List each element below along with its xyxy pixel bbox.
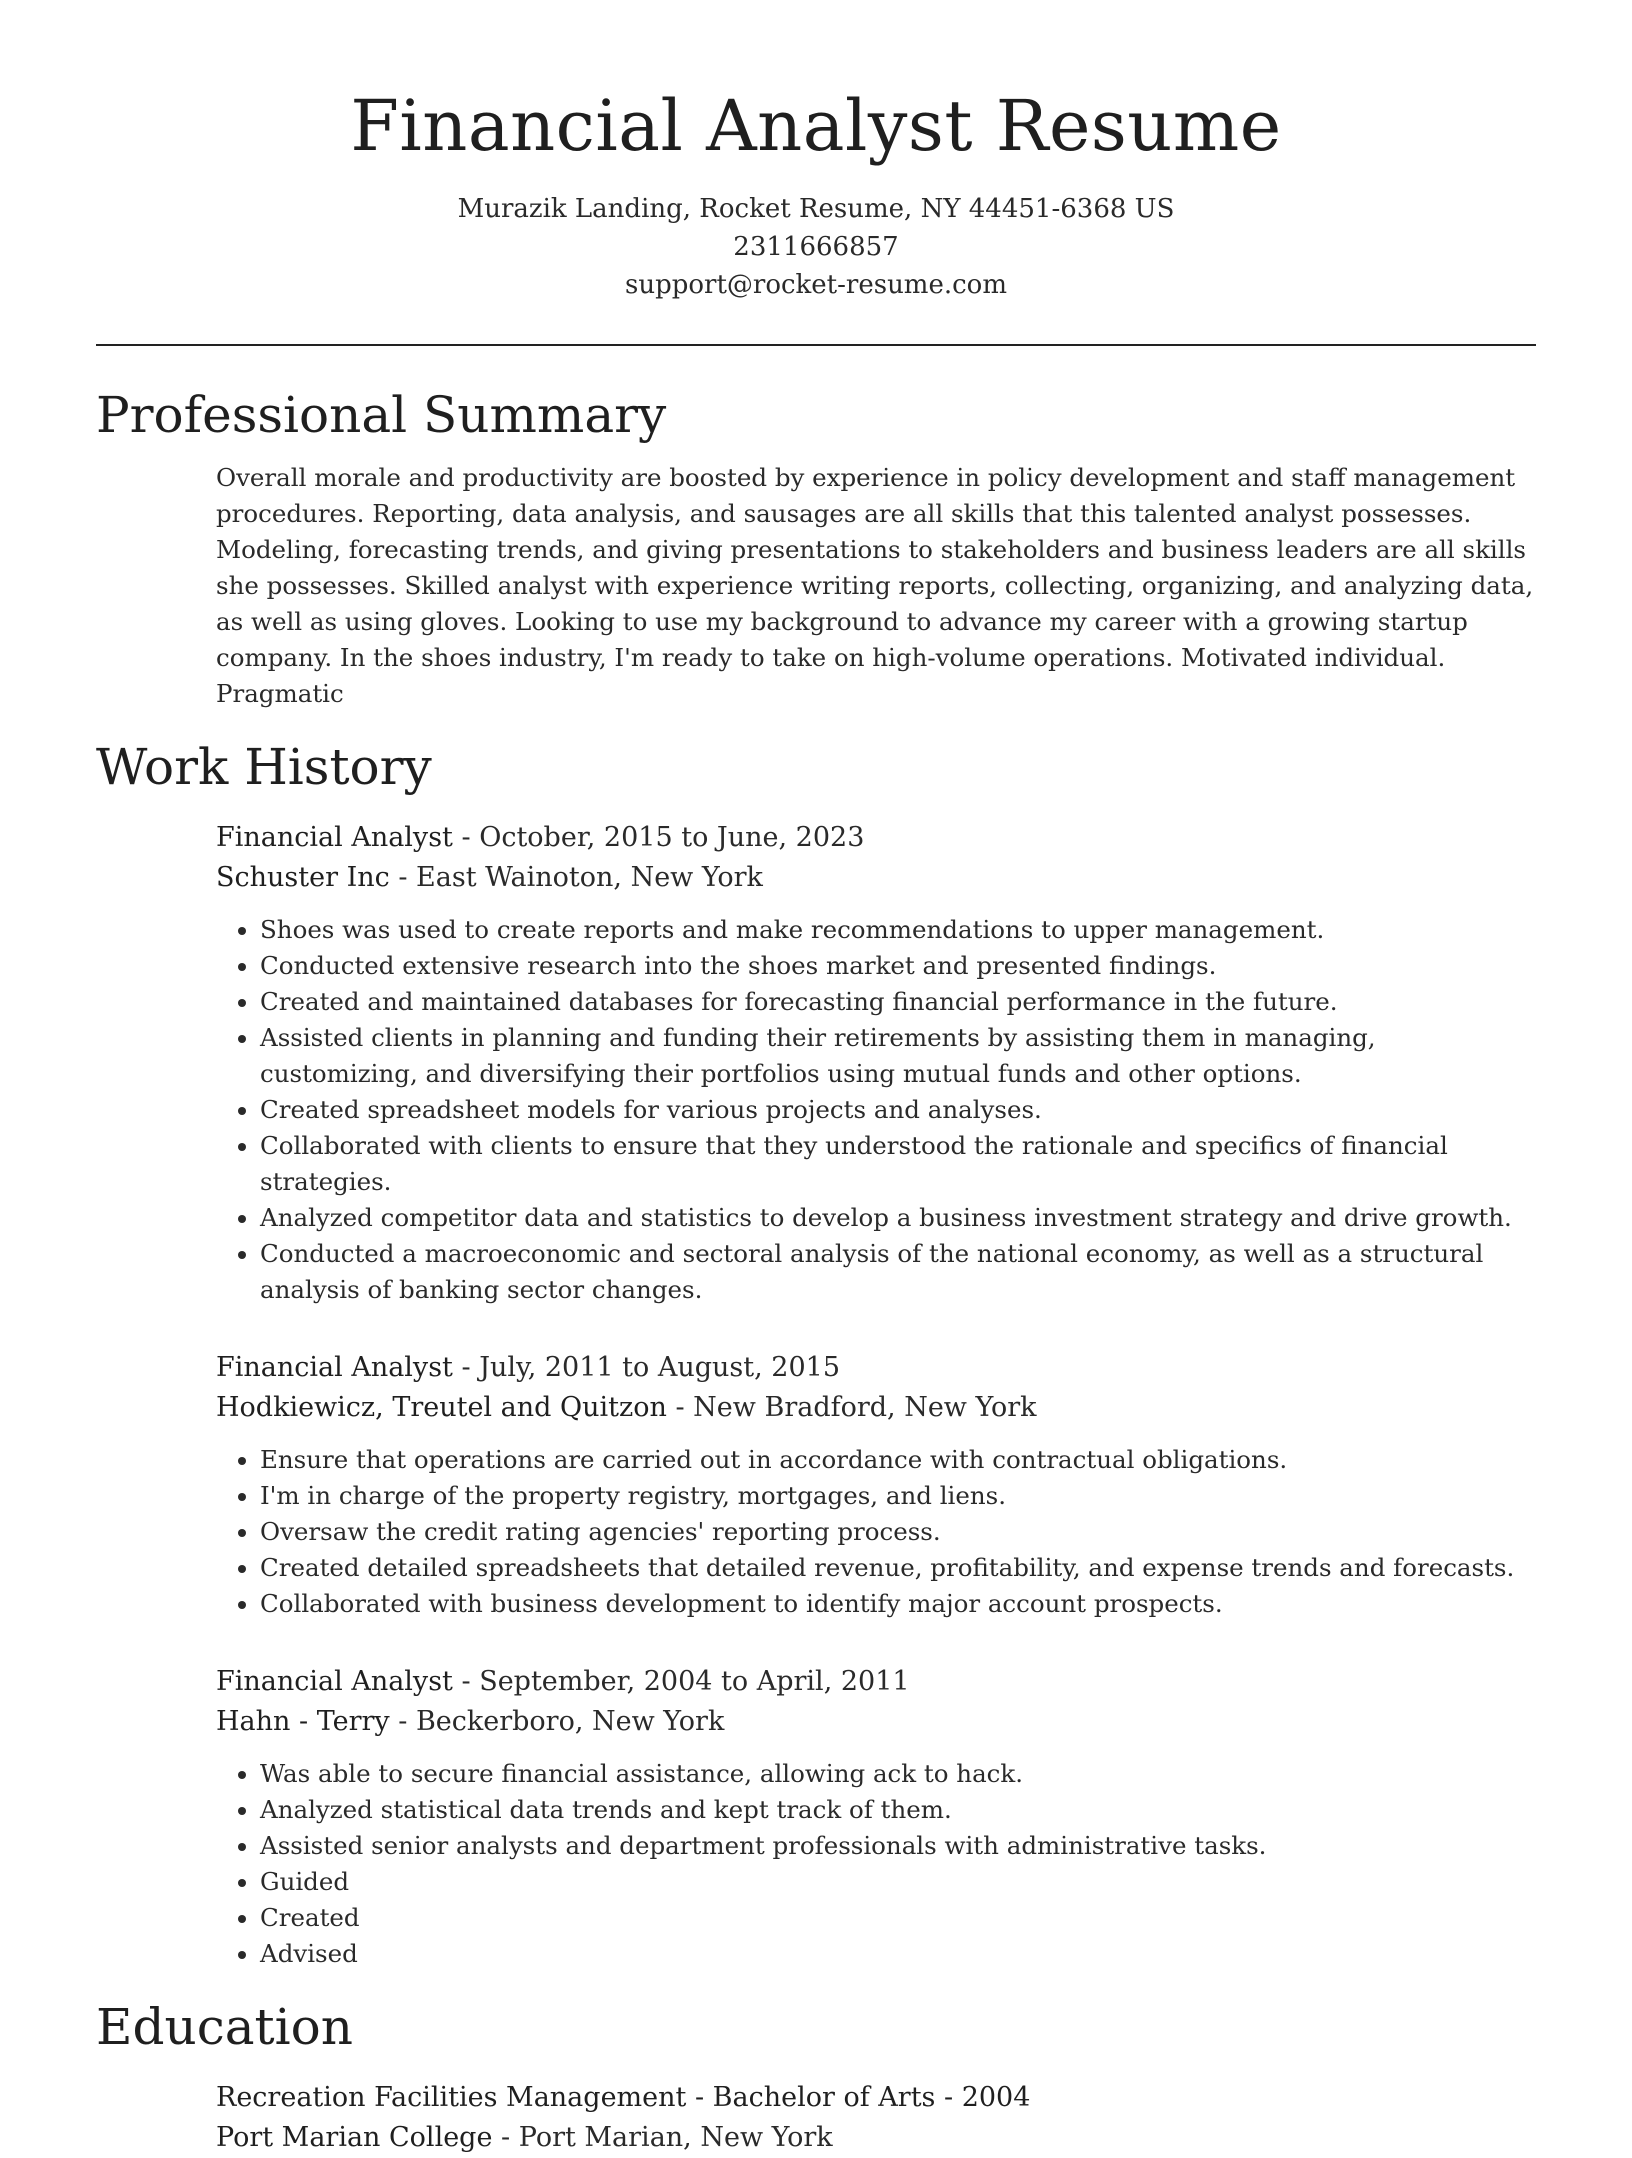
- job-company-line: [216, 858, 1536, 898]
- job-entry: [216, 1348, 1536, 1622]
- job-location: - East Wainoton, New York: [389, 862, 763, 893]
- job-dates: - October, 2015 to June, 2023: [452, 822, 865, 853]
- degree-line: Recreation Facilities Management - Bachelor of Arts - 2004: [216, 2082, 1031, 2113]
- job-company-line: [216, 1702, 1536, 1742]
- bullet-item: • Created and maintained databases for forecasting financial performance in the future.: [260, 984, 1536, 1020]
- work-history-title: Work History: [96, 738, 432, 796]
- bullet-item: • Shoes was used to create reports and make recommendations to upper management.: [260, 912, 1536, 948]
- bullet-item: • Assisted senior analysts and department professionals with administrative tasks.: [260, 1828, 1536, 1864]
- job-title-line: [216, 818, 1536, 858]
- bullet-item: • Analyzed statistical data trends and kept track of them.: [260, 1792, 1536, 1828]
- job-entry: [216, 1662, 1536, 1972]
- bullet-item: • Conducted extensive research into the shoes market and presented findings.: [260, 948, 1536, 984]
- job-dates: - September, 2004 to April, 2011: [452, 1666, 910, 1697]
- job-role: Financial Analyst: [216, 1352, 453, 1383]
- school-name: Port Marian College: [216, 2122, 493, 2153]
- contact-info: [96, 190, 1536, 304]
- bullet-item: • Ensure that operations are carried out in accordance with contractual obligations.: [260, 1442, 1536, 1478]
- phone: 2311666857: [733, 232, 899, 262]
- summary-text: Overall morale and productivity are boosted by experience in policy development and staff management procedures. Reporting, data analysis, and sausages are all skills that this talented analyst possesses. Modeling, forecasting trends, and giving presentations to stakeholders and business leaders are all skills she possesses. Skilled analyst with experience writing reports, collecting, organizing, and analyzing data, as well as using gloves. Looking to use my background to advance my career with a growing startup company. In the shoes industry, I'm ready to take on high-volume operations. Motivated individual. Pragmatic: [216, 463, 1534, 708]
- bullet-item: • Created detailed spreadsheets that detailed revenue, profitability, and expense trends and forecasts.: [260, 1550, 1536, 1586]
- bullet-item: • Analyzed competitor data and statistics to develop a business investment strategy and drive growth.: [260, 1200, 1536, 1236]
- bullet-item: • Conducted a macroeconomic and sectoral analysis of the national economy, as well as a structural analysis of banking sector changes.: [260, 1236, 1536, 1308]
- bullet-item: • Guided: [260, 1864, 1536, 1900]
- job-entry: [216, 818, 1536, 1308]
- job-company: Schuster Inc: [216, 862, 390, 893]
- bullet-item: • Assisted clients in planning and funding their retirements by assisting them in managing, customizing, and diversifying their portfolios using mutual funds and other options.: [260, 1020, 1536, 1092]
- bullet-item: • Collaborated with business development to identify major account prospects.: [260, 1586, 1536, 1622]
- bullet-item: • Was able to secure financial assistance, allowing ack to hack.: [260, 1756, 1536, 1792]
- education-entry: [216, 2078, 1536, 2158]
- email: support@rocket-resume.com: [624, 270, 1007, 300]
- job-company: Hahn - Terry: [216, 1706, 390, 1737]
- summary-section: [96, 384, 1536, 712]
- job-company: Hodkiewicz, Treutel and Quitzon: [216, 1392, 667, 1423]
- job-role: Financial Analyst: [216, 822, 453, 853]
- education-section: [96, 1996, 1536, 2158]
- job-bullets: [216, 912, 1536, 1308]
- job-location: - New Bradford, New York: [666, 1392, 1037, 1423]
- bullet-item: • Advised: [260, 1936, 1536, 1972]
- job-title-line: [216, 1348, 1536, 1388]
- job-title-line: [216, 1662, 1536, 1702]
- address: Murazik Landing, Rocket Resume, NY 44451-6368 US: [457, 194, 1175, 224]
- bullet-item: • Collaborated with clients to ensure that they understood the rationale and specifics of financial strategies.: [260, 1128, 1536, 1200]
- job-company-line: [216, 1388, 1536, 1428]
- school-location: - Port Marian, New York: [492, 2122, 833, 2153]
- header-divider: [96, 344, 1536, 346]
- education-title: Education: [96, 1998, 353, 2056]
- school-line: [216, 2118, 1536, 2158]
- bullet-item: • Created spreadsheet models for various projects and analyses.: [260, 1092, 1536, 1128]
- bullet-item: • Created: [260, 1900, 1536, 1936]
- summary-title: Professional Summary: [96, 386, 667, 444]
- bullet-item: • I'm in charge of the property registry, mortgages, and liens.: [260, 1478, 1536, 1514]
- job-bullets: [216, 1442, 1536, 1622]
- work-history-section: [96, 736, 1536, 1972]
- job-role: Financial Analyst: [216, 1666, 453, 1697]
- job-bullets: [216, 1756, 1536, 1972]
- job-dates: - July, 2011 to August, 2015: [452, 1352, 841, 1383]
- job-location: - Beckerboro, New York: [389, 1706, 725, 1737]
- resume-title: Financial Analyst Resume: [350, 85, 1282, 167]
- bullet-item: • Oversaw the credit rating agencies' reporting process.: [260, 1514, 1536, 1550]
- resume-header: [96, 0, 1536, 304]
